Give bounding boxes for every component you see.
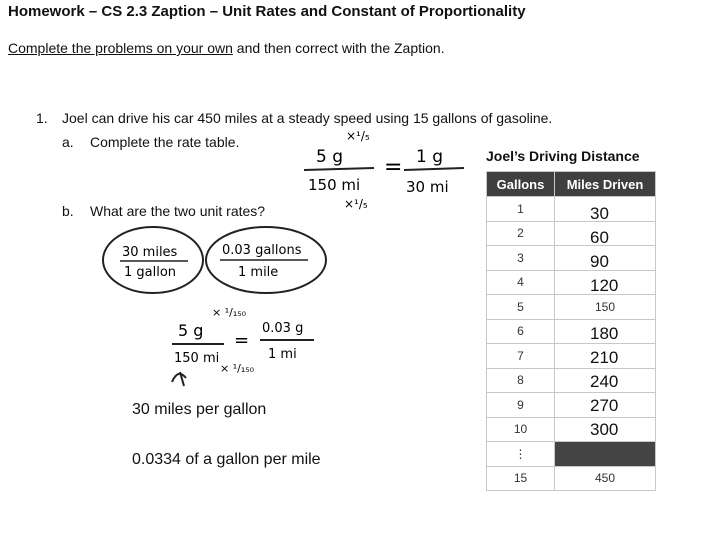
part-a-text: Complete the rate table. xyxy=(90,134,240,150)
eq1-left-den: 150 mi xyxy=(308,176,361,194)
part-b xyxy=(62,203,265,219)
eq1-equals: = xyxy=(384,155,403,180)
cell-gallons: 5 xyxy=(487,295,555,320)
cell-miles: 450 xyxy=(555,466,656,491)
eq1-mult-top: ×¹/₅ xyxy=(346,129,370,143)
filled-miles-value: 210 xyxy=(590,348,619,367)
header-miles: Miles Driven xyxy=(555,172,656,197)
table-row xyxy=(487,221,656,246)
eq2-left-num: 5 g xyxy=(178,321,204,340)
answer-rate-2: 0.0334 of a gallon per mile xyxy=(132,451,321,468)
filled-miles-value: 300 xyxy=(590,420,619,439)
table-row xyxy=(487,295,656,320)
part-a xyxy=(62,134,239,150)
table-row xyxy=(487,270,656,295)
part-b-label: b. xyxy=(62,203,74,219)
table-row xyxy=(487,368,656,393)
table-title: Joel’s Driving Distance xyxy=(486,148,640,164)
eq2-right-num: 0.03 g xyxy=(262,321,304,336)
instructions-rest: and then correct with the Zaption. xyxy=(232,40,445,56)
handwritten-equation-2 xyxy=(168,302,328,390)
table-row xyxy=(487,344,656,369)
cell-gallons: 9 xyxy=(487,393,555,418)
cell-miles-shaded xyxy=(555,442,656,467)
filled-miles-value: 180 xyxy=(590,324,619,343)
eq2-equals: = xyxy=(234,330,250,351)
unit-rate-2-num: 0.03 gallons xyxy=(222,243,302,258)
cell-gallons: 6 xyxy=(487,319,555,344)
filled-miles-value: 120 xyxy=(590,276,619,295)
filled-miles-value: 240 xyxy=(590,372,619,391)
page-title: Homework – CS 2.3 Zaption – Unit Rates and Constant of Proportionality xyxy=(8,3,526,20)
problem-text: Joel can drive his car 450 miles at a steady speed using 15 gallons of gasoline. xyxy=(62,110,553,126)
instructions xyxy=(8,40,445,56)
eq2-left-den: 150 mi xyxy=(174,351,220,366)
eq1-mult-bottom: ×¹/₅ xyxy=(344,197,368,211)
rate-table xyxy=(486,171,656,491)
filled-miles-group-b xyxy=(590,322,618,442)
cell-gallons: 1 xyxy=(487,197,555,222)
table-row xyxy=(487,319,656,344)
cell-gallons: 2 xyxy=(487,221,555,246)
cell-gallons: 15 xyxy=(487,466,555,491)
answer-rate-1: 30 miles per gallon xyxy=(132,401,267,418)
eq2-mult-top: × ¹/₁₅₀ xyxy=(212,306,247,319)
filled-miles-value: 270 xyxy=(590,396,619,415)
instructions-underlined: Complete the problems on your own xyxy=(8,40,233,56)
cell-miles: 150 xyxy=(555,295,656,320)
table-row xyxy=(487,197,656,222)
part-a-label: a. xyxy=(62,134,74,150)
scribble-mark xyxy=(172,372,186,386)
filled-miles-value: 30 xyxy=(590,204,609,223)
table-row xyxy=(487,417,656,442)
eq1-right-den: 30 mi xyxy=(406,178,449,196)
table-row xyxy=(487,442,656,467)
part-b-text: What are the two unit rates? xyxy=(90,203,266,219)
eq1-right-num: 1 g xyxy=(416,147,444,167)
cell-gallons: 4 xyxy=(487,270,555,295)
handwritten-equation-1 xyxy=(296,128,476,214)
table-header-row xyxy=(487,172,656,197)
cell-gallons: 10 xyxy=(487,417,555,442)
eq2-right-den: 1 mi xyxy=(268,347,297,362)
table-row xyxy=(487,393,656,418)
cell-gallons: 3 xyxy=(487,246,555,271)
filled-miles-value: 90 xyxy=(590,252,609,271)
table-row xyxy=(487,466,656,491)
eq1-left-bar xyxy=(304,168,374,170)
unit-rate-1-den: 1 gallon xyxy=(124,265,177,280)
cell-gallons: 7 xyxy=(487,344,555,369)
cell-gallons: 8 xyxy=(487,368,555,393)
filled-miles-value: 60 xyxy=(590,228,609,247)
unit-rate-1-circle xyxy=(103,227,203,293)
filled-miles-group-a xyxy=(590,202,618,298)
circled-unit-rates xyxy=(100,220,340,300)
problem-number: 1. xyxy=(36,110,48,126)
header-gallons: Gallons xyxy=(487,172,555,197)
problem-1 xyxy=(36,110,552,126)
eq1-left-num: 5 g xyxy=(316,147,344,167)
eq2-mult-bottom: × ¹/₁₅₀ xyxy=(220,362,255,375)
unit-rate-2-den: 1 mile xyxy=(238,265,279,280)
unit-rate-1-num: 30 miles xyxy=(122,245,178,260)
table-row xyxy=(487,246,656,271)
eq1-right-bar xyxy=(404,168,464,170)
cell-gallons: ⋮ xyxy=(487,442,555,467)
